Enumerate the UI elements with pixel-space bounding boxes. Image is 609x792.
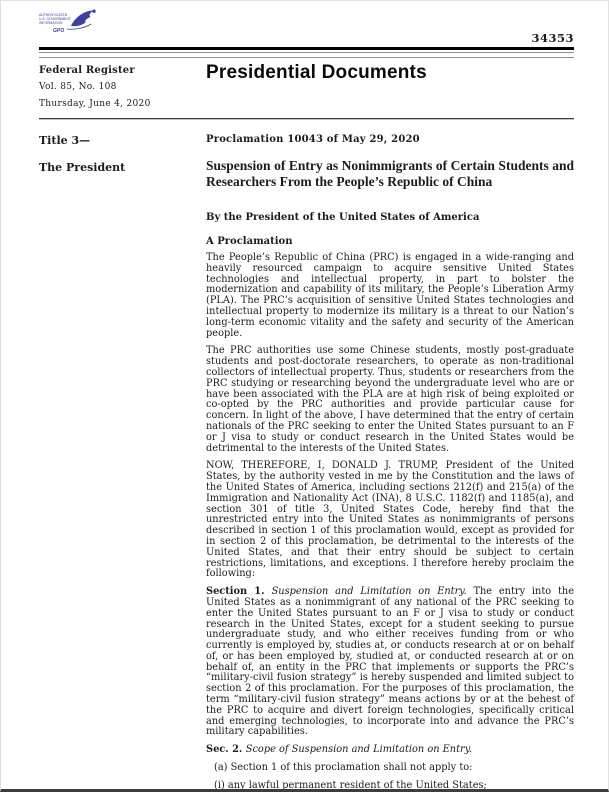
proclamation-text: [206, 253, 574, 792]
section-2-title: Scope of Suspension and Limitation on Entry.: [245, 744, 473, 756]
section-1-label: Section 1.: [206, 586, 272, 598]
masthead-date: Thursday, June 4, 2020: [39, 99, 151, 109]
section-2-line: [206, 745, 574, 756]
gpo-eagle-icon: [37, 8, 101, 42]
masthead-title: Federal Register: [39, 65, 135, 76]
masthead-volume: Vol. 85, No. 108: [39, 82, 117, 92]
paragraph-1: The People’s Republic of China (PRC) is engaged in a wide-ranging and heavily resourced campaign to acquire sensitive United States technologies and intellectual property, in part to bolster the modernization and capability of its military, the People’s Liberation Army (PLA). The PRC’s acquisition of sensitive United States technologies and intellectual property to modernize its military is a threat to our Nation’s long-term economic vitality and the safety and security of the American people.: [206, 252, 574, 339]
sidebar-column: [39, 134, 206, 792]
proclamation-heading: A Proclamation: [206, 236, 293, 247]
paragraph-3: NOW, THEREFORE, I, DONALD J. TRUMP, President of the United States, by the authority vested in me by the Constitution and the laws of the United States of America, including sections 212(f) and 215(a) of the Immigration and Nationality Act (INA), 8 U.S.C. 1182(f) and 1185(a), and section 301 of title 3, United States Code, hereby find that the unrestricted entry into the United States as nonimmigrants of persons described in section 1 of this proclamation would, except as provided for in section 2 of this proclamation, be detrimental to the interests of the United States, and that their entry should be subject to certain restrictions, limitations, and exceptions. I therefore hereby proclaim the following:: [206, 460, 574, 580]
clause-i: (i) any lawful permanent resident of the United States;: [214, 779, 487, 791]
logo-gpo-text: GPO: [53, 28, 65, 34]
section-1-paragraph: [206, 587, 574, 738]
subsection-a: (a) Section 1 of this proclamation shall not apply to:: [214, 762, 473, 774]
page-number: 34353: [531, 31, 574, 45]
logo-line-1: AUTHENTICATED: [39, 13, 68, 17]
eagle-head: [92, 10, 95, 13]
document-body: [39, 134, 574, 792]
header-band: [1, 1, 608, 47]
masthead-left: [39, 62, 206, 109]
header-rule-double: [39, 52, 574, 58]
proclamation-number-line: Proclamation 10043 of May 29, 2020: [206, 134, 420, 145]
section-1-body: The entry into the United States as a nonimmigrant of any national of the PRC seeking to enter the United States pursuant to an F or J visa to study or conduct research in the United States, except for a student seeking to pursue undergraduate study, and who either receives funding from or who currently is employed by, studies at, or conducts research at or on behalf of, or has been employed by, studied at, or conducted research at or on behalf of, an entity in the PRC that implements or supports the PRC’s “military-civil fusion strategy” is hereby suspended and limited subject to section 2 of this proclamation. For the purposes of this proclamation, the term “military-civil fusion strategy” means actions by or at the behest of the PRC to acquire and divert foreign technologies, specifically critical and emerging technologies, to incorporate into and advance the PRC’s military capabilities.: [206, 586, 574, 738]
sidebar-subtitle: The President: [39, 161, 126, 174]
sidebar-title: Title 3—: [39, 134, 91, 147]
eagle-swoosh: [71, 10, 94, 26]
logo-line-2: U.S. GOVERNMENT: [39, 17, 71, 21]
gpo-authenticated-logo: [37, 8, 101, 42]
section-2-label: Sec. 2.: [206, 744, 246, 756]
masthead: [39, 62, 574, 109]
content-column: [206, 134, 574, 792]
document-title: Suspension of Entry as Nonimmigrants of Certain Students and Researchers From the People’s Republic of China: [206, 158, 574, 189]
paragraph-2: The PRC authorities use some Chinese students, mostly post-graduate students and post-doctorate researchers, to operate as non-traditional collectors of intellectual property. Thus, students or researchers from the PRC studying or researching beyond the undergraduate level who are or have been associated with the PLA are at high risk of being exploited or co-opted by the PRC authorities and provide particular cause for concern. In light of the above, I have determined that the entry of certain nationals of the PRC seeking to enter the United States pursuant to an F or J visa to study or conduct research in the United States would be detrimental to the interests of the United States.: [206, 345, 574, 454]
header-rule-thick: [39, 47, 574, 50]
section-heading: Presidential Documents: [206, 62, 427, 83]
section-1-title: Suspension and Limitation on Entry.: [271, 586, 474, 598]
logo-line-3: INFORMATION: [39, 21, 63, 25]
header-rules: [39, 47, 574, 58]
byline: By the President of the United States of America: [206, 212, 480, 223]
masthead-divider-rule: [39, 118, 574, 119]
